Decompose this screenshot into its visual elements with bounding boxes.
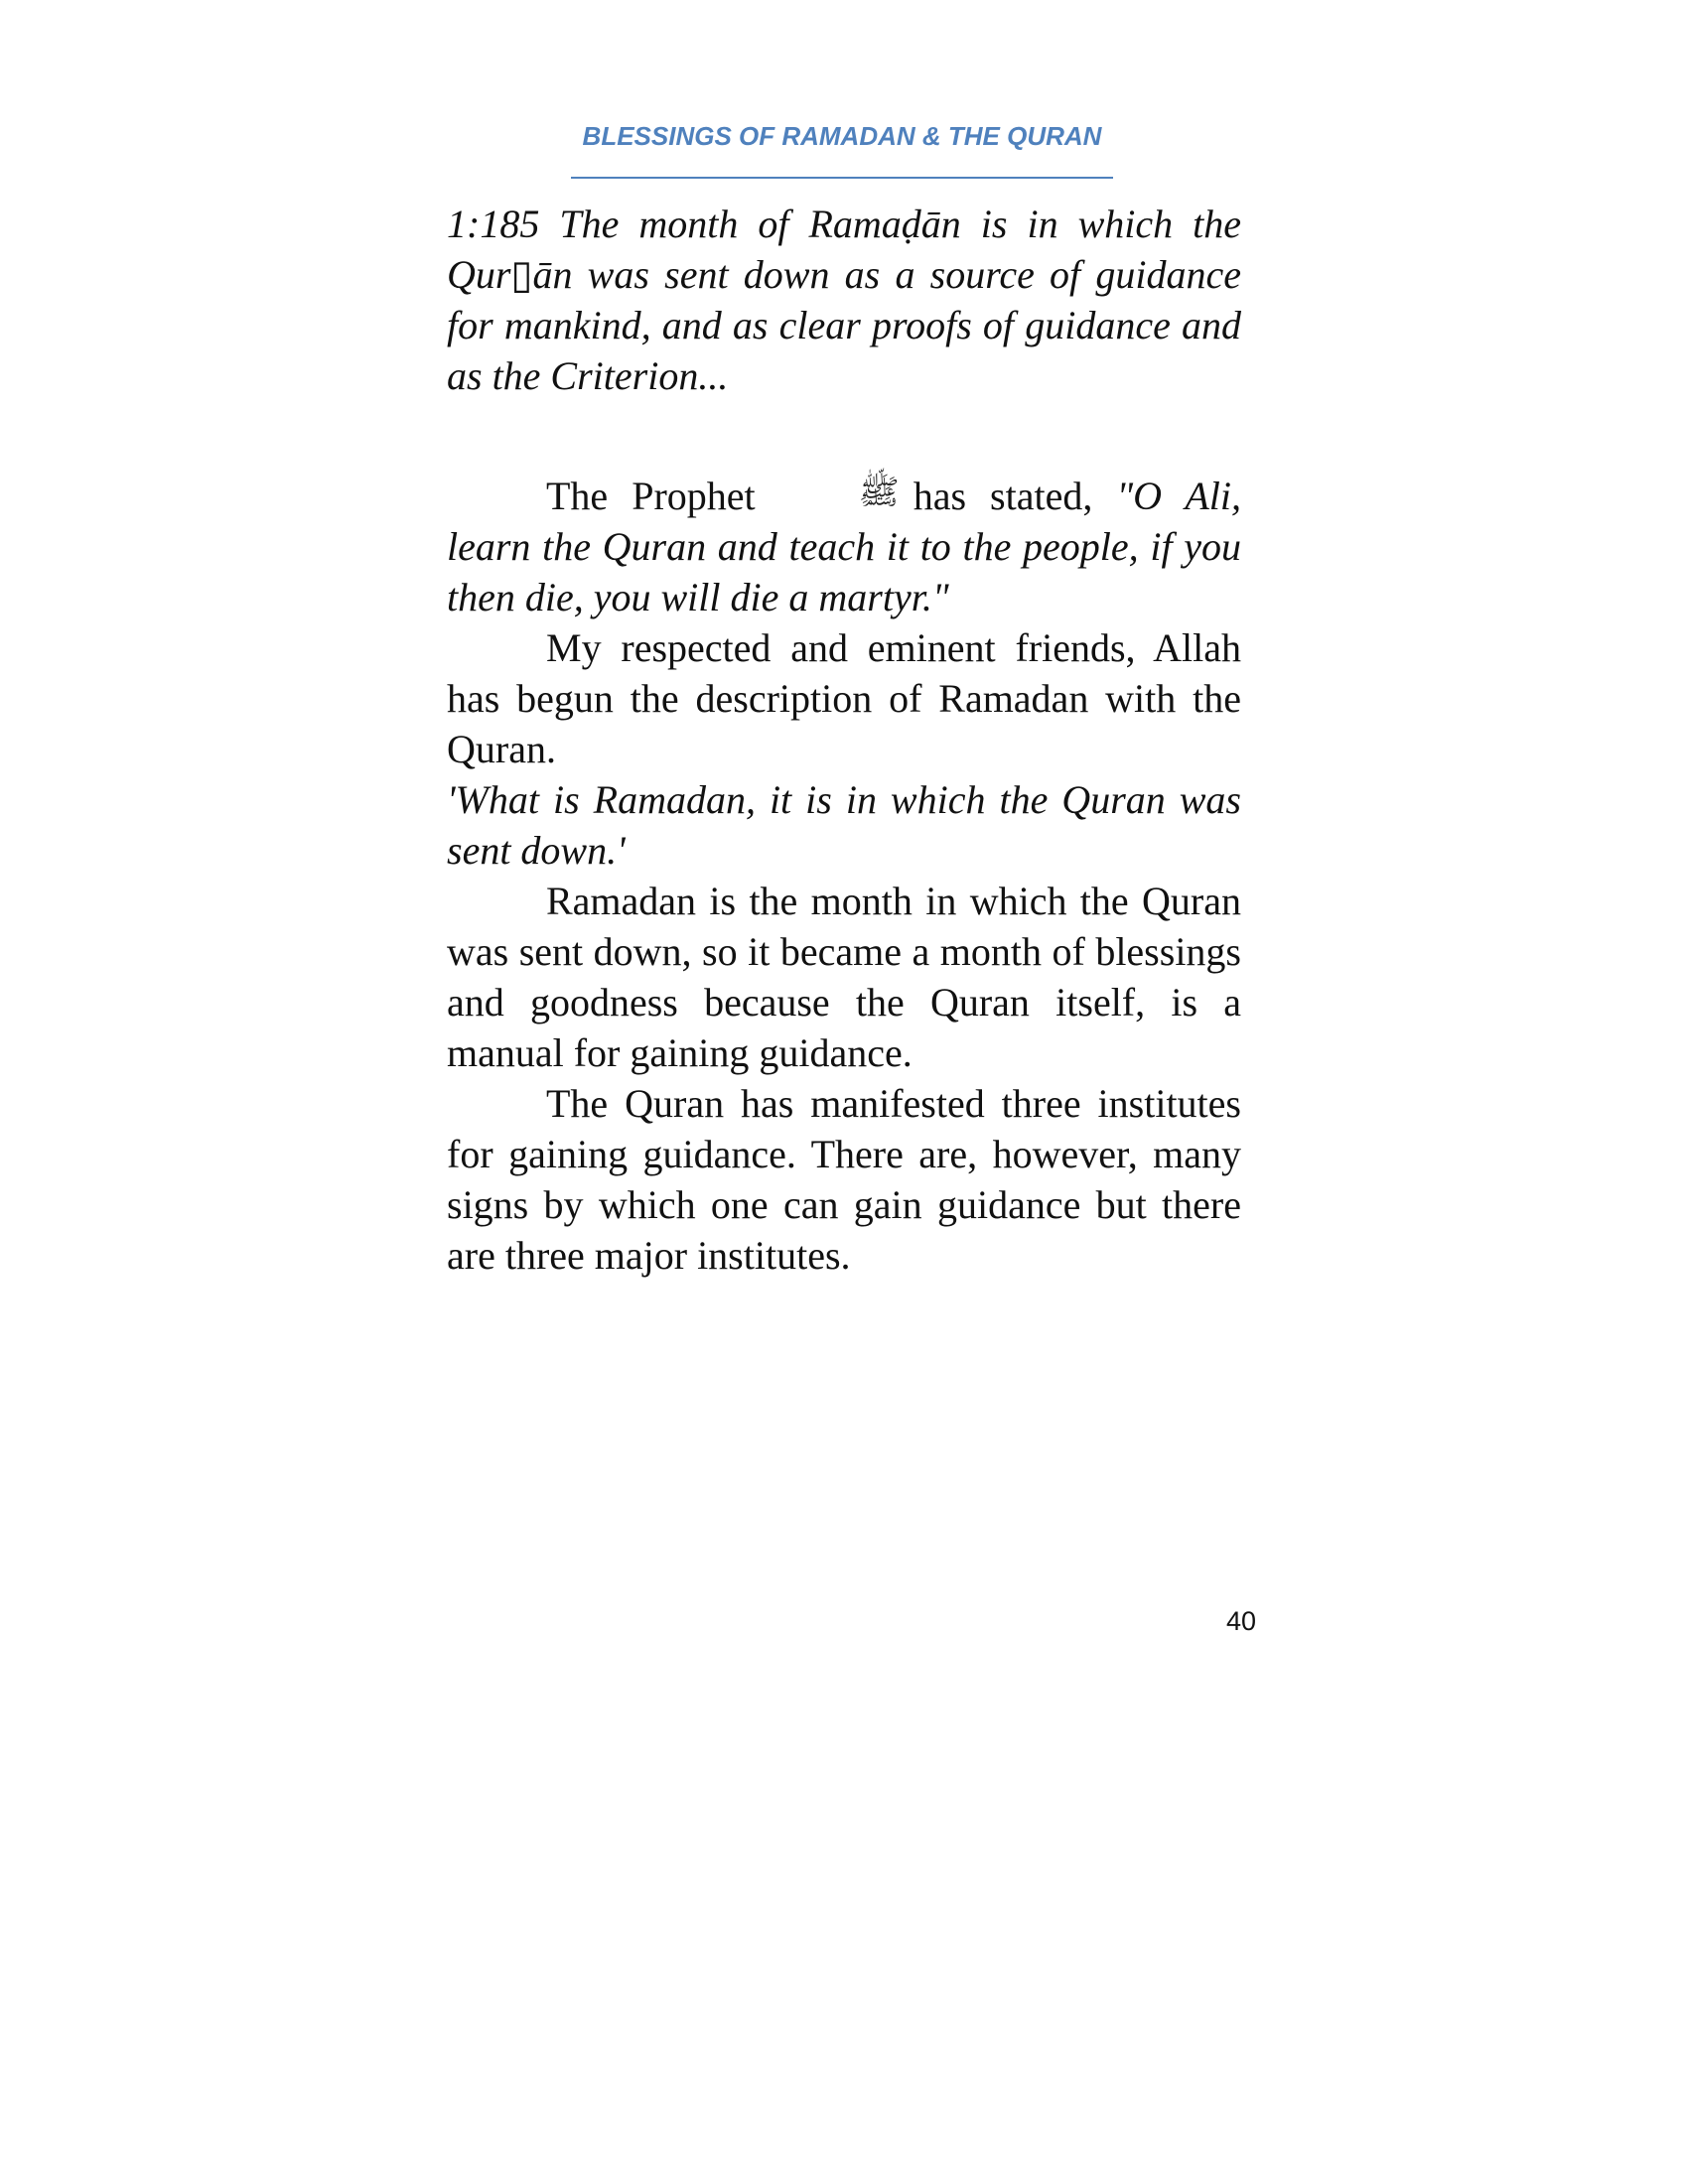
- section-spacer: [447, 401, 1241, 471]
- hadith-intro: The Prophet: [546, 474, 756, 518]
- header-divider: [571, 177, 1113, 179]
- paragraph-institutes: The Quran has manifested three institutes for gaining guidance. There are, however, many signs by which one can gain guidance but there are three major institutes.: [447, 1081, 1241, 1278]
- salutation-calligraphy-icon: ﷺ: [858, 473, 900, 512]
- page-number: 40: [1225, 1606, 1256, 1636]
- page-body: [447, 199, 1241, 1281]
- quran-verse: 1:185 The month of Ramaḍān is in which the Qur▯ān was sent down as a source of guidance for mankind, and as clear proofs of guidance and as the Criterion...: [447, 202, 1241, 398]
- paragraph-friends: My respected and eminent friends, Allah has begun the description of Ramadan with the Quran.: [447, 625, 1241, 771]
- running-header: BLESSINGS OF RAMADAN & THE QURAN: [582, 121, 1102, 151]
- hadith-quote: "O Ali, learn the Quran and teach it to the people, if you then die, you will die a martyr.": [447, 474, 1242, 619]
- hadith-intro-continued: has stated,: [913, 474, 1093, 518]
- paragraph-month: Ramadan is the month in which the Quran was sent down, so it became a month of blessings and goodness because the Quran itself, is a manual for gaining guidance.: [447, 879, 1241, 1075]
- hadith-paragraph: [447, 471, 1241, 622]
- ramadan-quote: 'What is Ramadan, it is in which the Quran was sent down.': [447, 777, 1241, 873]
